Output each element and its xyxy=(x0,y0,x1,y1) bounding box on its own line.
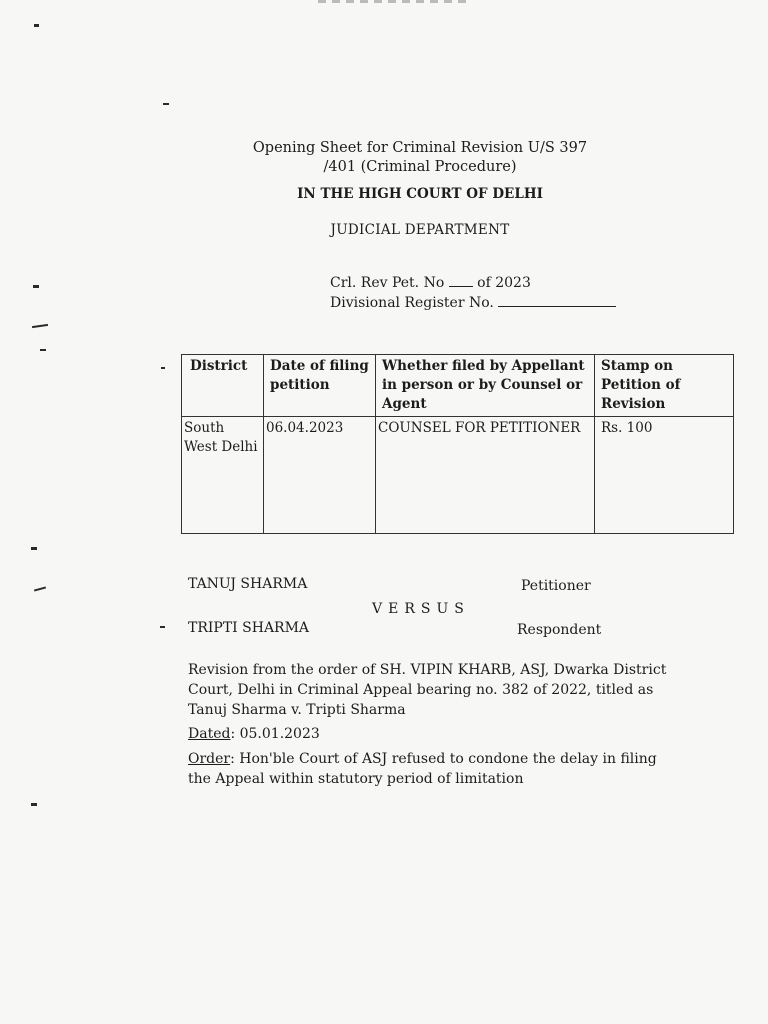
header-date: Date of filing petition xyxy=(264,355,376,417)
department-name: JUDICIAL DEPARTMENT xyxy=(330,222,510,238)
margin-mark xyxy=(161,367,165,369)
cell-filed-by: COUNSEL FOR PETITIONER xyxy=(376,417,595,534)
order-value: : Hon'ble Court of ASJ refused to condone the delay in filing the Appeal within statutory period of limitation xyxy=(188,751,657,787)
header-stamp: Stamp on Petition of Revision xyxy=(595,355,734,417)
order-line xyxy=(188,749,668,789)
cell-district: South West Delhi xyxy=(182,417,264,534)
petitioner-name: TANUJ SHARMA xyxy=(188,576,308,592)
crl-rev-prefix: Crl. Rev Pet. No xyxy=(330,275,445,291)
margin-mark xyxy=(31,803,37,806)
table-row xyxy=(182,417,734,534)
margin-mark xyxy=(34,586,46,591)
title-line-2: /401 (Criminal Procedure) xyxy=(323,159,517,175)
dated-line xyxy=(188,724,668,744)
respondent-name: TRIPTI SHARMA xyxy=(188,620,310,636)
dated-value: : 05.01.2023 xyxy=(230,726,320,742)
header-filed-by: Whether filed by Appellant in person or by Counsel or Agent xyxy=(376,355,595,417)
margin-mark xyxy=(33,285,39,288)
register-blank xyxy=(498,306,616,307)
cell-stamp: Rs. 100 xyxy=(595,417,734,534)
crl-rev-line xyxy=(330,275,531,291)
scan-smudge xyxy=(318,0,468,3)
margin-mark xyxy=(163,103,169,105)
versus-label: VERSUS xyxy=(372,601,470,617)
margin-mark xyxy=(40,349,46,351)
order-label: Order xyxy=(188,751,231,767)
margin-mark xyxy=(31,547,37,550)
dated-label: Dated xyxy=(188,726,231,742)
header-district: District xyxy=(182,355,264,417)
margin-mark xyxy=(34,24,39,27)
margin-mark xyxy=(160,626,165,628)
page-title xyxy=(0,139,768,177)
register-line xyxy=(330,295,616,311)
cell-date: 06.04.2023 xyxy=(264,417,376,534)
filing-table xyxy=(181,354,734,534)
crl-rev-blank xyxy=(449,286,473,287)
respondent-label: Respondent xyxy=(517,622,602,638)
petitioner-label: Petitioner xyxy=(521,578,591,594)
register-label: Divisional Register No. xyxy=(330,295,494,311)
court-name: IN THE HIGH COURT OF DELHI xyxy=(297,186,543,202)
margin-mark xyxy=(32,324,48,328)
table-header-row xyxy=(182,355,734,417)
crl-rev-suffix: of 2023 xyxy=(477,275,531,291)
title-line-1: Opening Sheet for Criminal Revision U/S 397 xyxy=(252,140,588,156)
revision-text: Revision from the order of SH. VIPIN KHARB, ASJ, Dwarka District Court, Delhi in Criminal Appeal bearing no. 382 of 2022, titled as Tanuj Sharma v. Tripti Sharma xyxy=(188,662,667,718)
